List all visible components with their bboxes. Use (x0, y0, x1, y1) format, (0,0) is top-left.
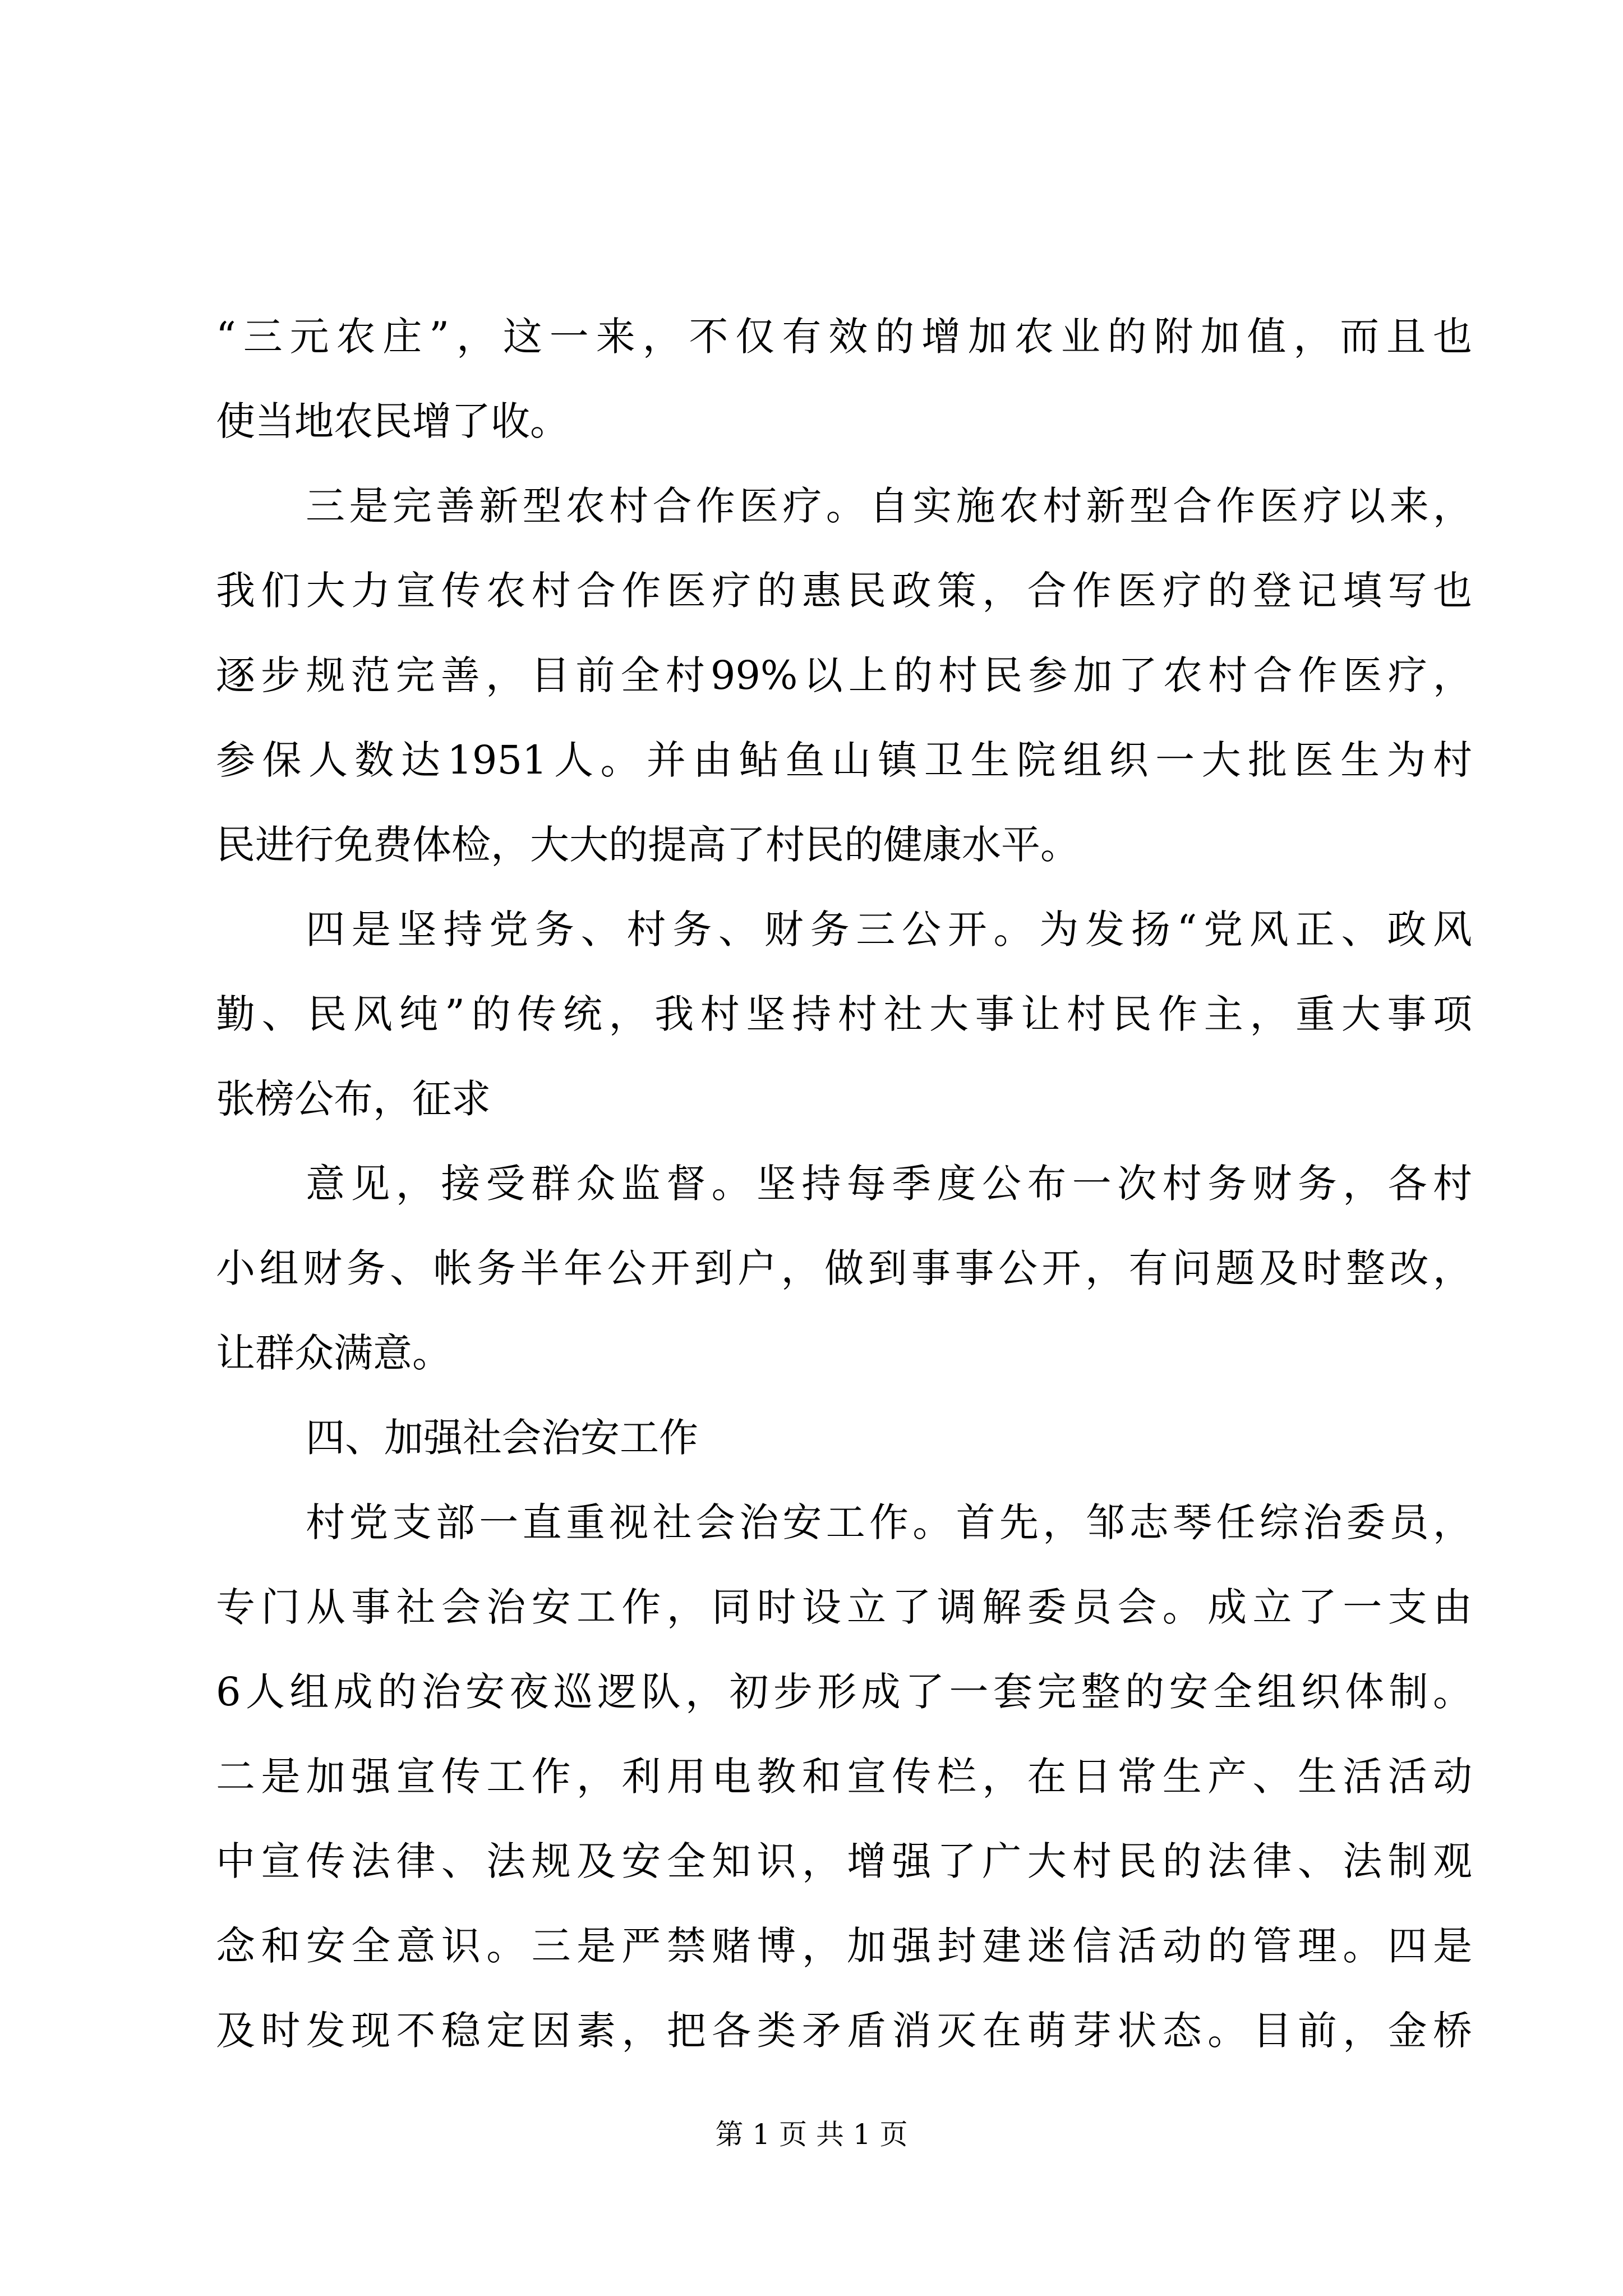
text-line: 勤、民风纯”的传统，我村坚持村社大事让村民作主，重大事项 (216, 991, 1472, 1037)
text-line: 逐步规范完善，目前全村99%以上的村民参加了农村合作医疗， (216, 652, 1472, 698)
page-number-footer: 第 1 页 共 1 页 (715, 2118, 908, 2151)
text-line: 及时发现不稳定因素，把各类矛盾消灭在萌芽状态。目前，金桥 (216, 2008, 1472, 2054)
text-line: 二是加强宣传工作，利用电教和宣传栏，在日常生产、生活活动 (216, 1754, 1472, 1800)
text-line: 使当地农民增了收。 (216, 398, 569, 444)
text-line: 民进行免费体检，大大的提高了村民的健康水平。 (216, 822, 1080, 868)
paragraph-first-line: 四是坚持党务、村务、财务三公开。为发扬“党风正、政风 (306, 907, 1472, 953)
text-line: 念和安全意识。三是严禁赌博，加强封建迷信活动的管理。四是 (216, 1923, 1472, 1969)
text-line: “三元农庄”，这一来，不仅有效的增加农业的附加值，而且也 (216, 314, 1472, 360)
text-line: 小组财务、帐务半年公开到户，做到事事公开，有问题及时整改， (216, 1245, 1472, 1291)
text-line: 张榜公布，征求 (216, 1076, 491, 1122)
text-line: 我们大力宣传农村合作医疗的惠民政策，合作医疗的登记填写也 (216, 568, 1472, 614)
text-line: 让群众满意。 (216, 1330, 451, 1376)
text-line: 参保人数达1951人。并由鲇鱼山镇卫生院组织一大批医生为村 (216, 737, 1472, 783)
text-line: 中宣传法律、法规及安全知识，增强了广大村民的法律、法制观 (216, 1838, 1472, 1884)
text-line: 专门从事社会治安工作，同时设立了调解委员会。成立了一支由 (216, 1584, 1472, 1630)
paragraph-first-line: 村党支部一直重视社会治安工作。首先，邹志琴任综治委员， (306, 1499, 1472, 1545)
paragraph-first-line: 意见，接受群众监督。坚持每季度公布一次村务财务，各村 (306, 1161, 1472, 1207)
text-line: 6人组成的治安夜巡逻队，初步形成了一套完整的安全组织体制。 (216, 1669, 1472, 1715)
section-heading: 四、加强社会治安工作 (306, 1415, 698, 1461)
paragraph-first-line: 三是完善新型农村合作医疗。自实施农村新型合作医疗以来， (306, 483, 1472, 529)
